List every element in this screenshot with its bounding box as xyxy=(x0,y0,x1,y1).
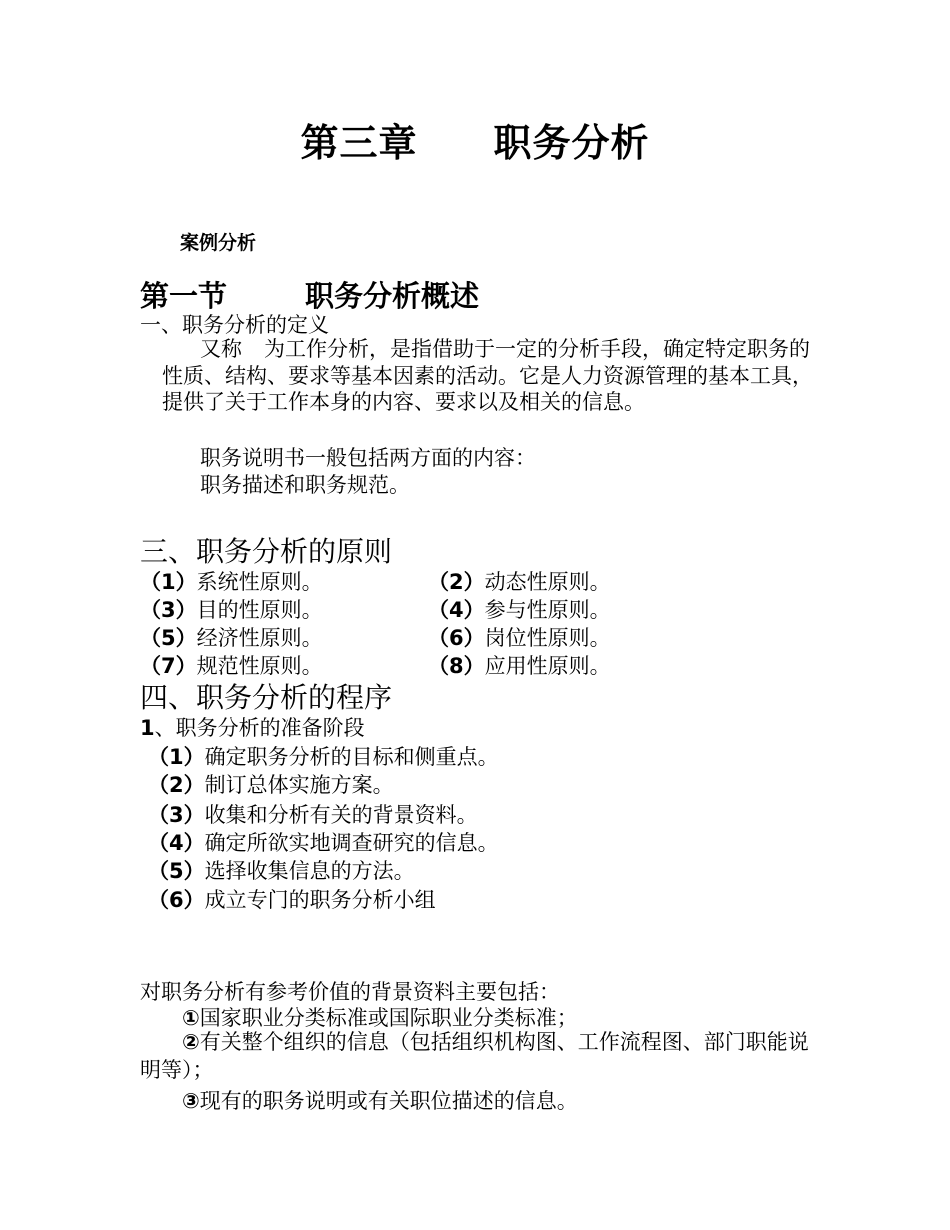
background-item: ③现有的职务说明或有关职位描述的信息。 xyxy=(182,1089,578,1113)
stage-heading: 1、职务分析的准备阶段 xyxy=(140,716,365,740)
circled-two-icon: ② xyxy=(182,1030,200,1054)
background-item: ①国家职业分类标准或国际职业分类标准； xyxy=(182,1006,578,1030)
section-label: 第一节 xyxy=(140,279,228,313)
definition-heading: 一、职务分析的定义 xyxy=(140,313,329,337)
principle-item: （3）目的性原则。 xyxy=(140,598,323,622)
step-item: （1）确定职务分析的目标和侧重点。 xyxy=(148,745,499,769)
principle-item: （7）规范性原则。 xyxy=(140,654,323,678)
circled-three-icon: ③ xyxy=(182,1089,200,1113)
case-analysis-label: 案例分析 xyxy=(180,232,257,254)
definition-lead: 又称 xyxy=(200,337,242,361)
definition-paragraph xyxy=(162,336,822,416)
principle-item: （2）动态性原则。 xyxy=(428,570,611,594)
principle-item: （1）系统性原则。 xyxy=(140,570,323,594)
definition-text: 为工作分析，是指借助于一定的分析手段，确定特定职务的性质、结构、要求等基本因素的活动。它是人力资源管理的基本工具，提供了关于工作本身的内容、要求以及相关的信息。 xyxy=(162,337,813,414)
chapter-label: 第三章 xyxy=(300,121,418,165)
chapter-name: 职务分析 xyxy=(493,121,650,165)
principle-item: （8）应用性原则。 xyxy=(428,654,611,678)
background-item: ②有关整个组织的信息（包括组织机构图、工作流程图、部门职能说明等）； xyxy=(140,1030,809,1082)
step-item: （6）成立专门的职务分析小组 xyxy=(148,888,436,912)
chapter-title xyxy=(0,112,950,167)
principle-row xyxy=(140,566,660,596)
job-description-parts: 职务描述和职务规范。 xyxy=(200,473,410,497)
step-item: （3）收集和分析有关的背景资料。 xyxy=(148,803,478,827)
circled-one-icon: ① xyxy=(182,1006,200,1030)
job-description-intro: 职务说明书一般包括两方面的内容： xyxy=(200,446,536,470)
principle-item: （4）参与性原则。 xyxy=(428,598,611,622)
step-item: （4）确定所欲实地调查研究的信息。 xyxy=(148,831,499,855)
principle-item: （6）岗位性原则。 xyxy=(428,626,611,650)
procedure-heading: 四、职务分析的程序 xyxy=(140,681,393,714)
section-name: 职务分析概述 xyxy=(305,279,480,313)
background-intro: 对职务分析有参考价值的背景资料主要包括： xyxy=(140,980,560,1004)
principle-row xyxy=(140,594,660,624)
principle-item: （5）经济性原则。 xyxy=(140,626,323,650)
principles-heading: 三、职务分析的原则 xyxy=(140,535,393,568)
principle-row xyxy=(140,622,660,652)
step-item: （2）制订总体实施方案。 xyxy=(148,773,394,797)
step-item: （5）选择收集信息的方法。 xyxy=(148,859,415,883)
